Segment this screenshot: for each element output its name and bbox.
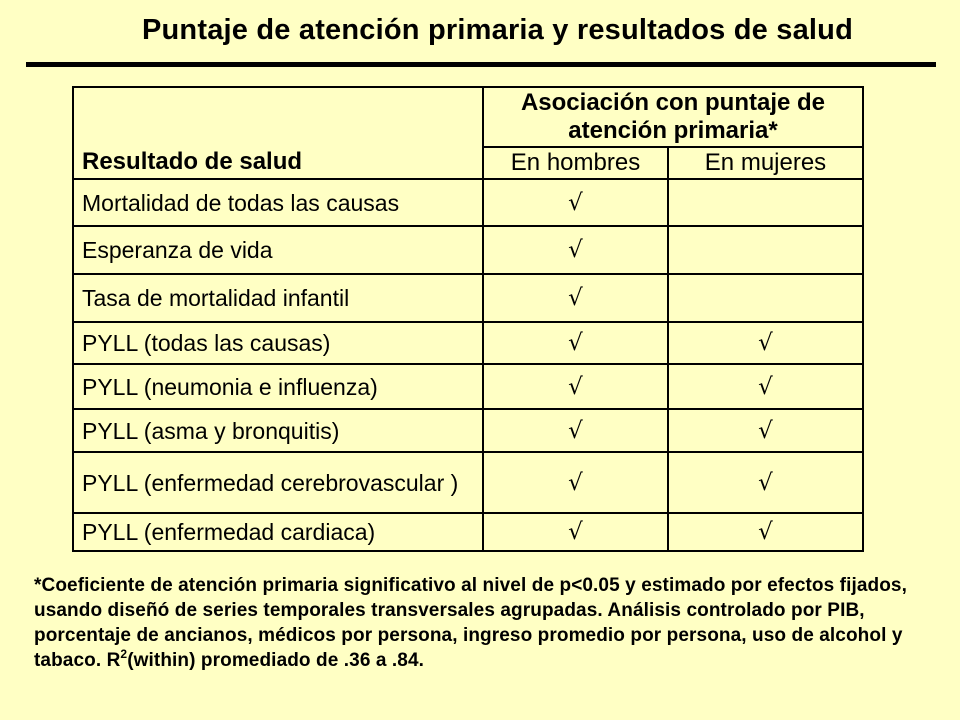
table-row <box>73 364 863 409</box>
table-row <box>73 322 863 364</box>
page-title: Puntaje de atención primaria y resultados de salud <box>141 14 854 46</box>
men-check: √ <box>483 452 668 513</box>
footnote <box>34 573 954 673</box>
outcome-label: PYLL (enfermedad cerebrovascular ) <box>73 452 483 513</box>
men-check: √ <box>483 409 668 452</box>
men-check: √ <box>483 364 668 409</box>
women-check <box>668 226 863 274</box>
men-check: √ <box>483 513 668 551</box>
men-check: √ <box>483 274 668 322</box>
outcome-label: PYLL (enfermedad cardiaca) <box>73 513 483 551</box>
women-check <box>668 274 863 322</box>
women-check: √ <box>668 513 863 551</box>
table-row <box>73 513 863 551</box>
men-check: √ <box>483 179 668 226</box>
title-underline <box>26 62 936 67</box>
table-row <box>73 452 863 513</box>
men-check: √ <box>483 226 668 274</box>
footnote-text: *Coeficiente de atención primaria significativo al nivel de p<0.05 y estimado por efectos fijados, usando diseñó de series temporales transversales agrupadas. Análisis controlado por PIB, porcentaje de ancianos, médicos por persona, ingreso promedio por persona, uso de alcohol y tabaco. R <box>34 575 907 671</box>
women-check: √ <box>668 364 863 409</box>
women-check: √ <box>668 452 863 513</box>
men-check: √ <box>483 322 668 364</box>
outcome-label: PYLL (neumonia e influenza) <box>73 364 483 409</box>
outcome-label: Esperanza de vida <box>73 226 483 274</box>
women-check: √ <box>668 322 863 364</box>
men-header: En hombres <box>483 147 668 179</box>
r-squared-superscript: 2 <box>120 647 128 661</box>
outcome-label: PYLL (asma y bronquitis) <box>73 409 483 452</box>
outcome-label: Tasa de mortalidad infantil <box>73 274 483 322</box>
outcome-label: Mortalidad de todas las causas <box>73 179 483 226</box>
footnote-text-end: (within) promediado de .36 a .84. <box>127 650 425 671</box>
results-table <box>72 86 864 552</box>
women-check <box>668 179 863 226</box>
header-row-top <box>73 87 863 147</box>
table-row <box>73 409 863 452</box>
outcome-label: PYLL (todas las causas) <box>73 322 483 364</box>
table-row <box>73 274 863 322</box>
association-header: Asociación con puntaje de atención primaria* <box>483 87 863 147</box>
outcome-header: Resultado de salud <box>73 87 483 179</box>
women-check: √ <box>668 409 863 452</box>
table-row <box>73 179 863 226</box>
table-row <box>73 226 863 274</box>
women-header: En mujeres <box>668 147 863 179</box>
